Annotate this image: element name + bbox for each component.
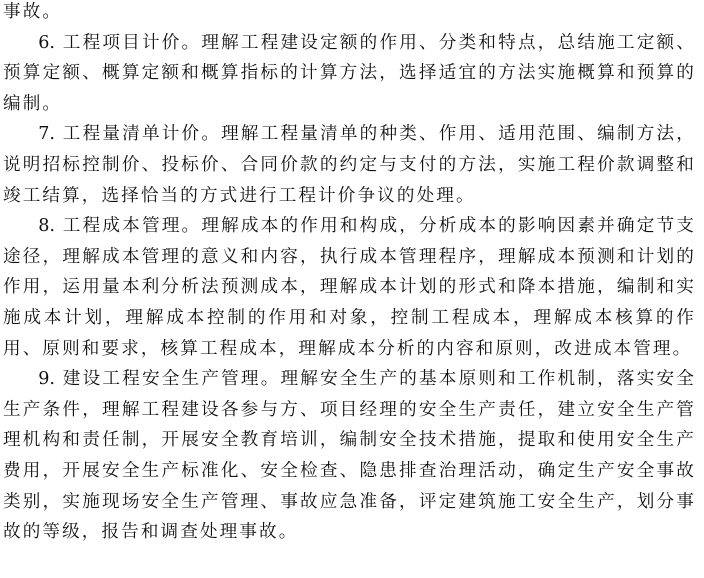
paragraph-number: 7. [38, 124, 55, 145]
paragraph-text: 工程成本管理。理解成本的作用和构成，分析成本的影响因素并确定节支途径，理解成本管理的意义和内容，执行成本管理程序，理解成本预测和计划的作用，运用量本利分析法预测成本，理解成本计划的形式和降本措施，编制和实施成本计划，理解成本控制的作用和对象，控制工程成本，理解成本核算的作用、原则和要求，核算工程成本，理解成本分析的内容和原则，改进成本管理。 [3, 216, 696, 359]
paragraph-text: 建设工程安全生产管理。理解安全生产的基本原则和工作机制，落实安全生产条件，理解工程建设各参与方、项目经理的安全生产责任，建立安全生产管理机构和责任制，开展安全教育培训，编制安全技术措施，提取和使用安全生产费用，开展安全生产标准化、安全检查、隐患排查治理活动，确定生产安全事故类别，实施现场安全生产管理、事故应急准备，评定建筑施工安全生产，划分事故的等级，报告和调查处理事故。 [3, 369, 696, 543]
paragraph-item-7 [3, 119, 696, 211]
paragraph-item-8 [3, 211, 696, 364]
paragraph-continuation [3, 0, 696, 28]
paragraph-text: 事故。 [3, 2, 63, 22]
paragraph-item-9 [3, 364, 696, 548]
paragraph-text: 工程量清单计价。理解工程量清单的种类、作用、适用范围、编制方法，说明招标控制价、投标价、合同价款的约定与支付的方法，实施工程价款调整和竣工结算，选择恰当的方式进行工程计价争议的处理。 [3, 124, 696, 206]
paragraph-item-6 [3, 28, 696, 120]
paragraph-number: 9. [38, 369, 55, 390]
document-body [3, 0, 696, 548]
paragraph-text: 工程项目计价。理解工程建设定额的作用、分类和特点，总结施工定额、预算定额、概算定额和概算指标的计算方法，选择适宜的方法实施概算和预算的编制。 [3, 32, 696, 114]
paragraph-number: 8. [38, 216, 55, 237]
paragraph-number: 6. [38, 32, 55, 53]
